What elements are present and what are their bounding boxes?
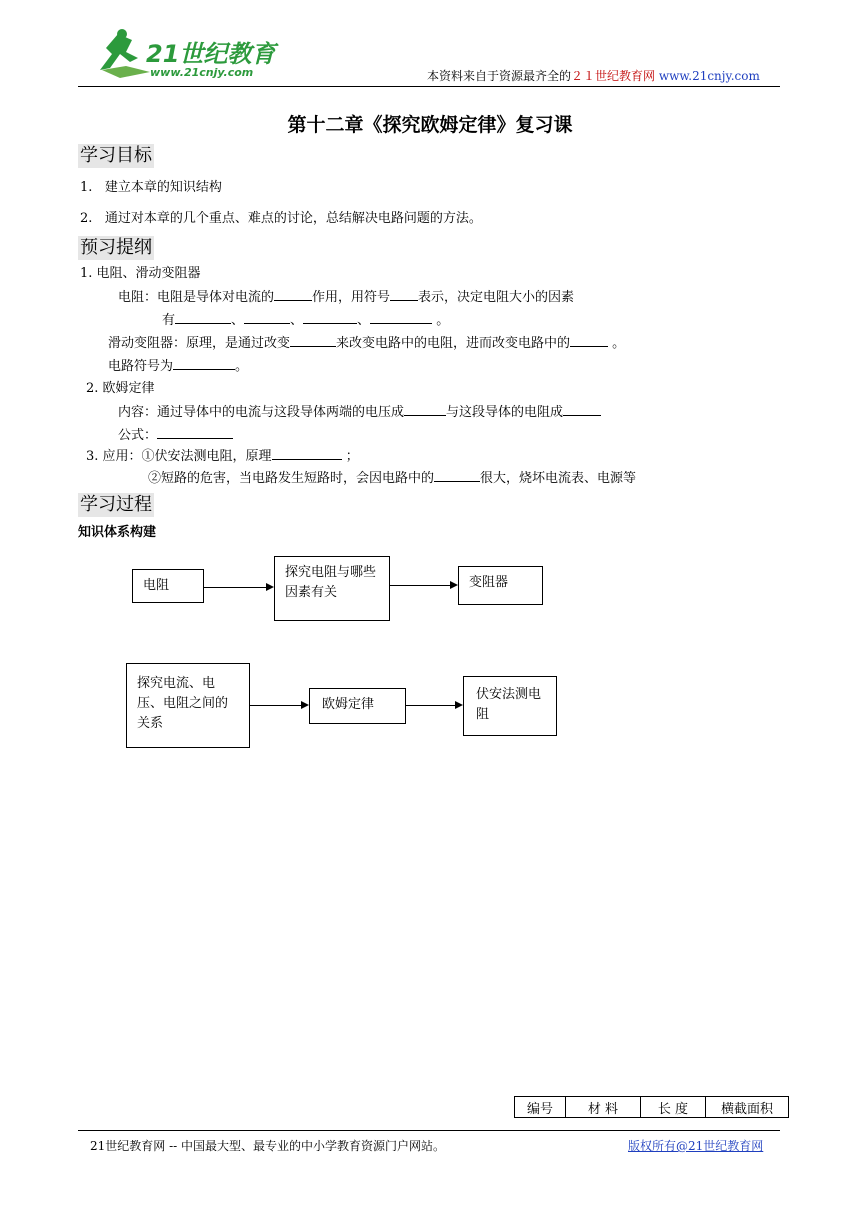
blank-field[interactable] <box>370 311 432 324</box>
logo-text: 21世纪教育 <box>146 40 276 68</box>
blank-field[interactable] <box>173 357 235 370</box>
arrow-connector <box>406 705 455 706</box>
header-rule <box>78 86 780 87</box>
arrow-connector <box>250 705 301 706</box>
formula-line: 公式： <box>118 426 233 445</box>
concept-box: 探究电阻与哪些因素有关 <box>274 556 390 621</box>
page-title: 第十二章《探究欧姆定律》复习课 <box>287 114 573 136</box>
concept-box: 电阻 <box>132 569 204 603</box>
table-header-cell: 编号 <box>515 1097 566 1118</box>
short-circuit-line: ②短路的危害，当电路发生短路时，会因电路中的 很大，烧坏电流表、电源等 <box>148 471 637 486</box>
materials-table <box>514 1096 789 1118</box>
footer-rule <box>78 1130 780 1131</box>
concept-box: 探究电流、电压、电阻之间的关系 <box>126 663 250 748</box>
resistance-line: 电阻：电阻是导体对电流的 作用，用符号 表示，决定电阻大小的因素 <box>118 290 575 305</box>
blank-field[interactable] <box>390 288 418 301</box>
blank-field[interactable] <box>274 288 312 301</box>
concept-box: 伏安法测电阻 <box>463 676 557 736</box>
blank-field[interactable] <box>434 469 480 482</box>
section-heading-process: 学习过程 <box>80 494 152 515</box>
goal-text: 通过对本章的几个重点、难点的讨论，总结解决电路问题的方法。 <box>104 211 482 226</box>
logo-url: www.21cnjy.com <box>150 66 254 79</box>
subheading-knowledge: 知识体系构建 <box>78 525 157 540</box>
symbol-line: 电路符号为 。 <box>108 359 249 374</box>
ohm-content-line: 内容：通过导体中的电流与这段导体两端的电压成 与这段导体的电阻成 <box>118 403 601 422</box>
arrow-head-icon <box>455 701 463 709</box>
table-header-cell: 长 度 <box>641 1097 706 1118</box>
goal-num: 2. <box>80 211 93 226</box>
goal-item <box>80 179 222 197</box>
blank-field[interactable] <box>272 447 342 460</box>
factors-line: 有 、 、 、 。 <box>162 313 450 328</box>
preview-item-1: 1. 电阻、滑动变阻器 <box>80 266 201 281</box>
blank-field[interactable] <box>404 403 446 416</box>
blank-field[interactable] <box>563 403 601 416</box>
blank-field[interactable] <box>175 311 231 324</box>
blank-field[interactable] <box>290 334 336 347</box>
rheostat-line: 滑动变阻器：原理，是通过改变 来改变电路中的电阻，进而改变电路中的 。 <box>108 336 626 351</box>
concept-box: 变阻器 <box>458 566 543 605</box>
arrow-head-icon <box>266 583 274 591</box>
table-header-cell: 材 料 <box>566 1097 641 1118</box>
site-logo <box>80 28 280 84</box>
goal-item <box>80 210 482 228</box>
header-source-prefix: 本资料来自于资源最齐全的 <box>427 69 572 83</box>
preview-item-3: 3. 应用：①伏安法测电阻，原理 ； <box>86 449 359 464</box>
footer-copyright-link[interactable]: 版权所有@21世纪教育网 <box>628 1139 764 1153</box>
arrow-connector <box>204 587 266 588</box>
header-source <box>427 68 760 84</box>
goal-num: 1. <box>80 180 93 195</box>
header-source-url[interactable]: www.21cnjy.com <box>658 69 760 83</box>
section-heading-preview: 预习提纲 <box>80 237 152 258</box>
goal-text: 建立本章的知识结构 <box>104 180 222 195</box>
blank-field[interactable] <box>244 311 290 324</box>
concept-box: 欧姆定律 <box>309 688 406 724</box>
section-heading-goals: 学习目标 <box>80 145 152 166</box>
blank-field[interactable] <box>303 311 357 324</box>
table-header-cell: 横截面积 <box>706 1097 789 1118</box>
footer-left-text: 21世纪教育网 -- 中国最大型、最专业的中小学教育资源门户网站。 <box>90 1139 446 1153</box>
arrow-connector <box>390 585 450 586</box>
blank-field[interactable] <box>570 334 608 347</box>
table-row <box>515 1097 789 1118</box>
arrow-head-icon <box>450 581 458 589</box>
blank-field[interactable] <box>157 426 233 439</box>
preview-item-2: 2. 欧姆定律 <box>86 381 155 396</box>
arrow-head-icon <box>301 701 309 709</box>
header-source-brand: ２１世纪教育网 <box>571 69 656 83</box>
